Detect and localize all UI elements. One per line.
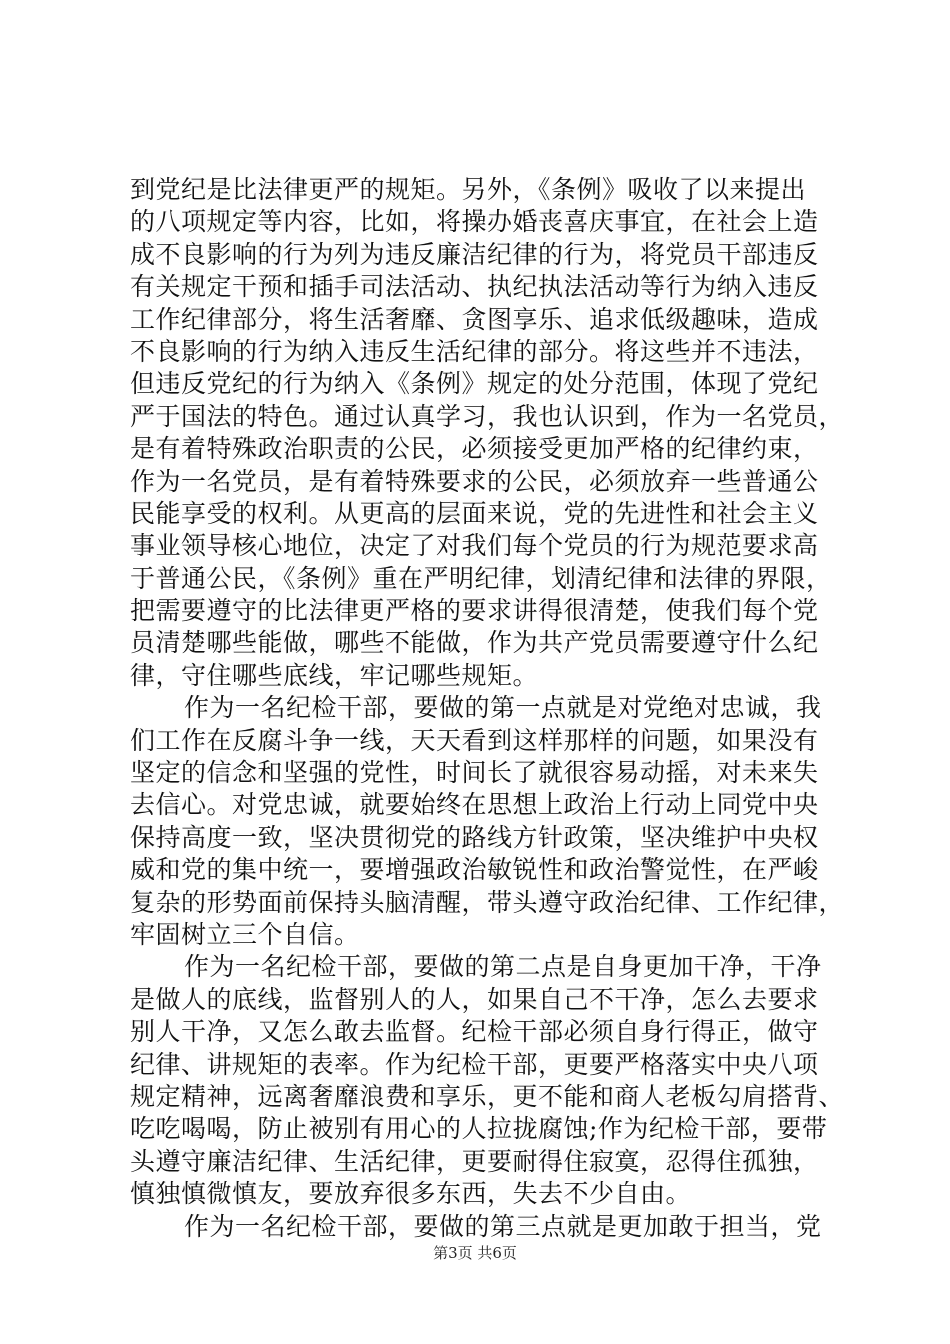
text-line: 作为一名党员，是有着特殊要求的公民，必须放弃一些普通公 <box>130 466 819 496</box>
text-line: 民能享受的权利。从更高的层面来说，党的先进性和社会主义 <box>130 498 819 528</box>
text-line: 复杂的形势面前保持头脑清醒，带头遵守政治纪律、工作纪律， <box>130 887 845 917</box>
paragraph-start-line: 作为一名纪检干部，要做的第三点就是更加敢于担当，党 <box>184 1211 822 1241</box>
page-number-footer: 第3页 共6页 <box>433 1244 517 1262</box>
text-line: 把需要遵守的比法律更严格的要求讲得很清楚，使我们每个党 <box>130 596 819 626</box>
text-line: 吃吃喝喝，防止被别有用心的人拉拢腐蚀;作为纪检干部，要带 <box>130 1114 828 1144</box>
text-line: 保持高度一致，坚决贯彻党的路线方针政策，坚决维护中央权 <box>130 822 819 852</box>
text-line: 的八项规定等内容，比如，将操办婚丧喜庆事宜，在社会上造 <box>130 207 819 237</box>
text-line: 不良影响的行为纳入违反生活纪律的部分。将这些并不违法， <box>130 336 819 366</box>
text-line: 成不良影响的行为列为违反廉洁纪律的行为，将党员干部违反 <box>130 239 819 269</box>
text-line: 威和党的集中统一，要增强政治敏锐性和政治警觉性，在严峻 <box>130 855 819 885</box>
text-line: 去信心。对党忠诚，就要始终在思想上政治上行动上同党中央 <box>130 790 819 820</box>
text-line: 慎独慎微慎友，要放弃很多东西，失去不少自由。 <box>130 1179 692 1209</box>
paragraph-start-line: 作为一名纪检干部，要做的第二点是自身更加干净，干净 <box>184 952 822 982</box>
text-line: 律，守住哪些底线，牢记哪些规矩。 <box>130 660 539 690</box>
text-line: 有关规定干预和插手司法活动、执纪执法活动等行为纳入违反 <box>130 272 819 302</box>
text-line: 别人干净，又怎么敢去监督。纪检干部必须自身行得正，做守 <box>130 1017 819 1047</box>
paragraph-start-line: 作为一名纪检干部，要做的第一点就是对党绝对忠诚，我 <box>184 693 822 723</box>
text-line: 坚定的信念和坚强的党性，时间长了就很容易动摇，对未来失 <box>130 758 819 788</box>
text-line: 工作纪律部分，将生活奢靡、贪图享乐、追求低级趣味，造成 <box>130 304 819 334</box>
body-text <box>130 174 845 1243</box>
text-line: 牢固树立三个自信。 <box>130 919 360 949</box>
text-line: 于普通公民，《条例》重在严明纪律，划清纪律和法律的界限， <box>130 563 832 593</box>
text-line: 是有着特殊政治职责的公民，必须接受更加严格的纪律约束， <box>130 434 819 464</box>
text-line: 们工作在反腐斗争一线，天天看到这样那样的问题，如果没有 <box>130 725 819 755</box>
text-line: 头遵守廉洁纪律、生活纪律，更要耐得住寂寞，忍得住孤独， <box>130 1146 819 1176</box>
text-line: 事业领导核心地位，决定了对我们每个党员的行为规范要求高 <box>130 531 819 561</box>
text-line: 规定精神，远离奢靡浪费和享乐，更不能和商人老板勾肩搭背、 <box>130 1081 845 1111</box>
text-line: 纪律、讲规矩的表率。作为纪检干部，更要严格落实中央八项 <box>130 1049 819 1079</box>
text-line: 严于国法的特色。通过认真学习，我也认识到，作为一名党员， <box>130 401 845 431</box>
text-line: 是做人的底线，监督别人的人，如果自己不干净，怎么去要求 <box>130 984 819 1014</box>
text-line: 到党纪是比法律更严的规矩。另外，《条例》吸收了以来提出 <box>130 175 807 204</box>
text-line: 员清楚哪些能做，哪些不能做，作为共产党员需要遵守什么纪 <box>130 628 819 658</box>
text-line: 但违反党纪的行为纳入《条例》规定的处分范围，体现了党纪 <box>130 369 819 399</box>
